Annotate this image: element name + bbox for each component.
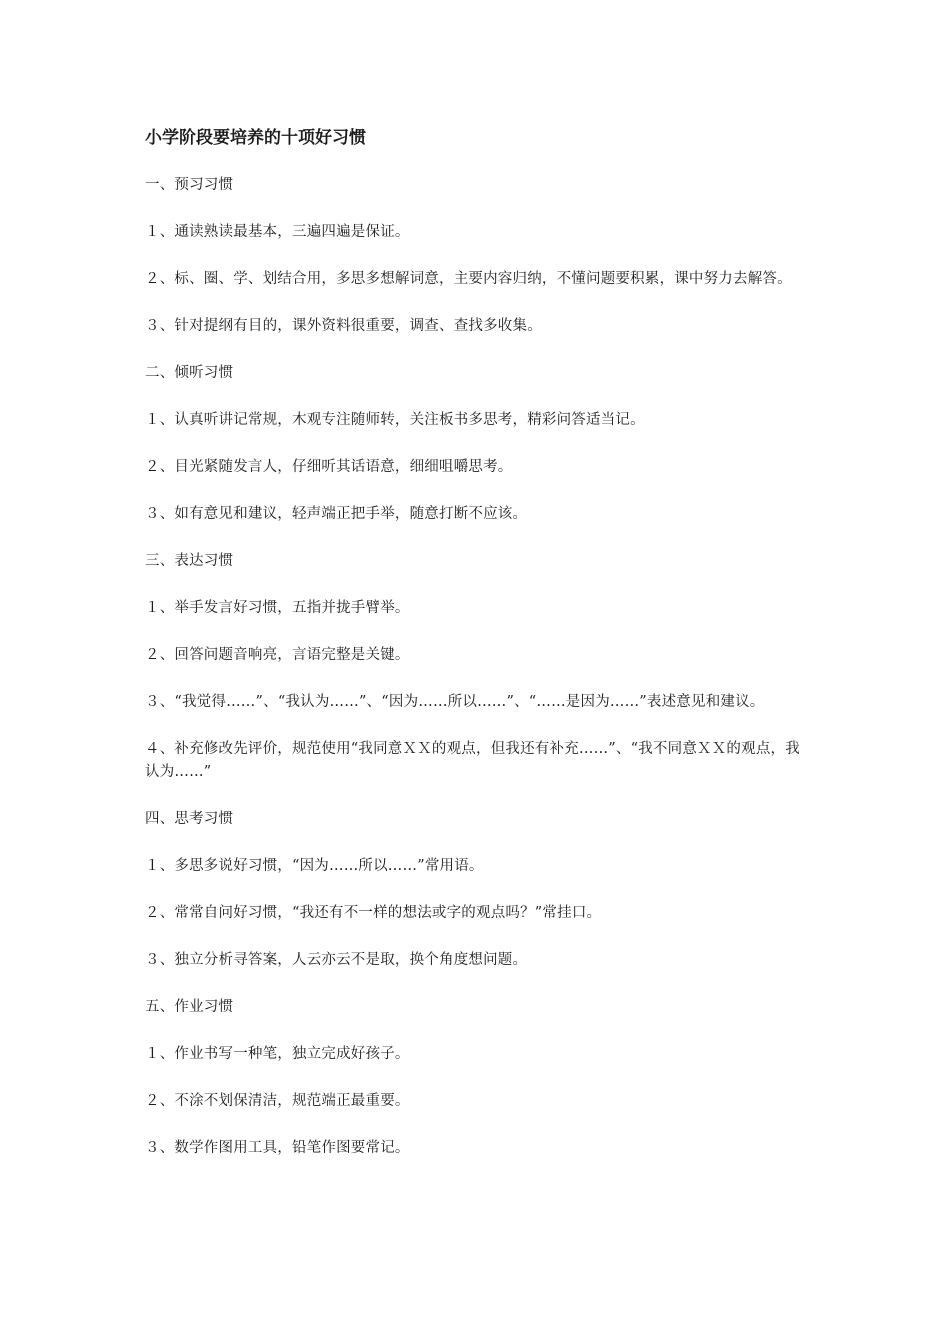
- document-body: [145, 174, 810, 1160]
- paragraph: ２、不涂不划保清洁，规范端正最重要。: [145, 1093, 410, 1109]
- paragraph: １、通读熟读最基本，三遍四遍是保证。: [145, 224, 410, 240]
- paragraph: ２、回答问题音响亮，言语完整是关键。: [145, 647, 410, 663]
- paragraph: ２、常常自问好习惯，“我还有不一样的想法或字的观点吗？”常挂口。: [145, 905, 602, 921]
- paragraph: １、认真听讲记常规，木观专注随师转，关注板书多思考，精彩问答适当记。: [145, 412, 645, 428]
- paragraph: ３、数学作图用工具，铅笔作图要常记。: [145, 1140, 410, 1156]
- paragraph: １、多思多说好习惯，“因为……所以……”常用语。: [145, 858, 484, 874]
- document-title: 小学阶段要培养的十项好习惯: [145, 128, 366, 148]
- section-heading: 三、表达习惯: [145, 553, 234, 569]
- paragraph: ３、如有意见和建议，轻声端正把手举，随意打断不应该。: [145, 506, 528, 522]
- section-heading: 五、作业习惯: [145, 999, 234, 1015]
- paragraph: ２、目光紧随发言人，仔细听其话语意，细细咀嚼思考。: [145, 459, 513, 475]
- paragraph: １、作业书写一种笔，独立完成好孩子。: [145, 1046, 410, 1062]
- section-heading: 一、预习习惯: [145, 177, 234, 193]
- section-heading: 四、思考习惯: [145, 811, 234, 827]
- paragraph: ３、独立分析寻答案，人云亦云不是取，换个角度想问题。: [145, 952, 528, 968]
- paragraph: ２、标、圈、学、划结合用，多思多想解词意，主要内容归纳，不懂问题要积累，课中努力去解答。: [145, 271, 792, 287]
- paragraph: ３、针对提纲有目的，课外资料很重要，调查、查找多收集。: [145, 318, 542, 334]
- paragraph: ３、“我觉得……”、“我认为……”、“因为……所以……”、“……是因为……”表述意见和建议。: [145, 694, 765, 710]
- paragraph: ４、补充修改先评价，规范使用“我同意ＸＸ的观点，但我还有补充……”、“我不同意ＸＸ的观点，我认为……”: [145, 741, 800, 780]
- section-heading: 二、倾听习惯: [145, 365, 234, 381]
- paragraph: １、举手发言好习惯，五指并拢手臂举。: [145, 600, 410, 616]
